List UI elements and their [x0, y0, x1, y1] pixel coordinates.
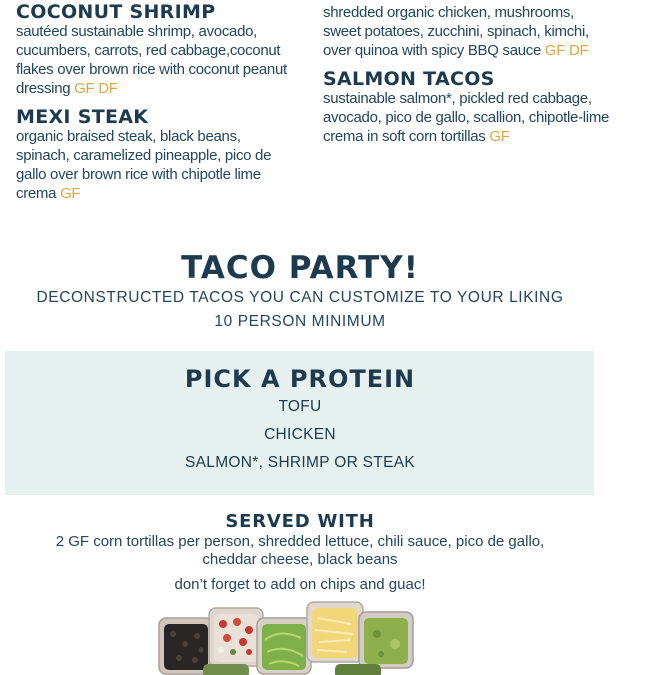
item-description	[16, 127, 296, 203]
taco-party-title: TACO PARTY!	[181, 250, 419, 286]
chips-guac-note: don’t forget to add on chips and guac!	[174, 576, 426, 593]
item-description	[323, 3, 613, 60]
dietary-tags: GF DF	[544, 42, 589, 59]
item-title: SALMON TACOS	[323, 68, 495, 90]
menu-item-bbq-chicken-bowl	[323, 3, 613, 60]
pick-protein-heading: PICK A PROTEIN	[184, 365, 416, 393]
item-desc-text: shredded organic chicken, mushrooms, sweet potatoes, zucchini, spinach, kimchi, over quinoa with spicy BBQ sauce	[323, 4, 589, 59]
taco-party-subtitle: DECONSTRUCTED TACOS YOU CAN CUSTOMIZE TO YOUR LIKING	[36, 289, 564, 306]
item-desc-text: sustainable salmon*, pickled red cabbage, avocado, pico de gallo, scallion, chipotle-lime crema in soft corn tortillas	[323, 90, 610, 145]
shredded-lettuce-container	[257, 618, 311, 674]
pico-de-gallo-container	[209, 608, 263, 666]
dietary-tags: GF DF	[74, 80, 118, 97]
protein-option: TOFU	[278, 398, 322, 415]
item-title: COCONUT SHRIMP	[16, 1, 216, 23]
item-description	[16, 22, 296, 98]
menu-item-coconut-shrimp	[16, 2, 296, 98]
served-with-heading: SERVED WITH	[225, 511, 375, 532]
item-description	[323, 89, 613, 146]
protein-option: SALMON*, SHRIMP OR STEAK	[185, 454, 415, 471]
dietary-tags: GF	[489, 128, 510, 145]
taco-toppings-photo	[155, 600, 417, 675]
dietary-tags: GF	[60, 185, 81, 202]
item-title: MEXI STEAK	[16, 106, 149, 128]
menu-item-mexi-steak	[16, 107, 296, 203]
item-desc-text: sautéed sustainable shrimp, avocado, cucumbers, carrots, red cabbage,coconut flakes over brown rice with coconut peanut dressing	[16, 23, 287, 97]
item-desc-text: organic braised steak, black beans, spinach, caramelized pineapple, pico de gallo over brown rice with chipotle lime crema	[16, 128, 272, 202]
menu-item-salmon-tacos	[323, 69, 613, 146]
protein-option: CHICKEN	[264, 426, 336, 443]
minimum-order-note: 10 PERSON MINIMUM	[214, 313, 386, 330]
guacamole-container	[359, 612, 413, 668]
served-with-description: 2 GF corn tortillas per person, shredded lettuce, chili sauce, pico de gallo, cheddar cheese, black beans	[55, 533, 545, 568]
cheddar-cheese-container	[307, 602, 363, 662]
